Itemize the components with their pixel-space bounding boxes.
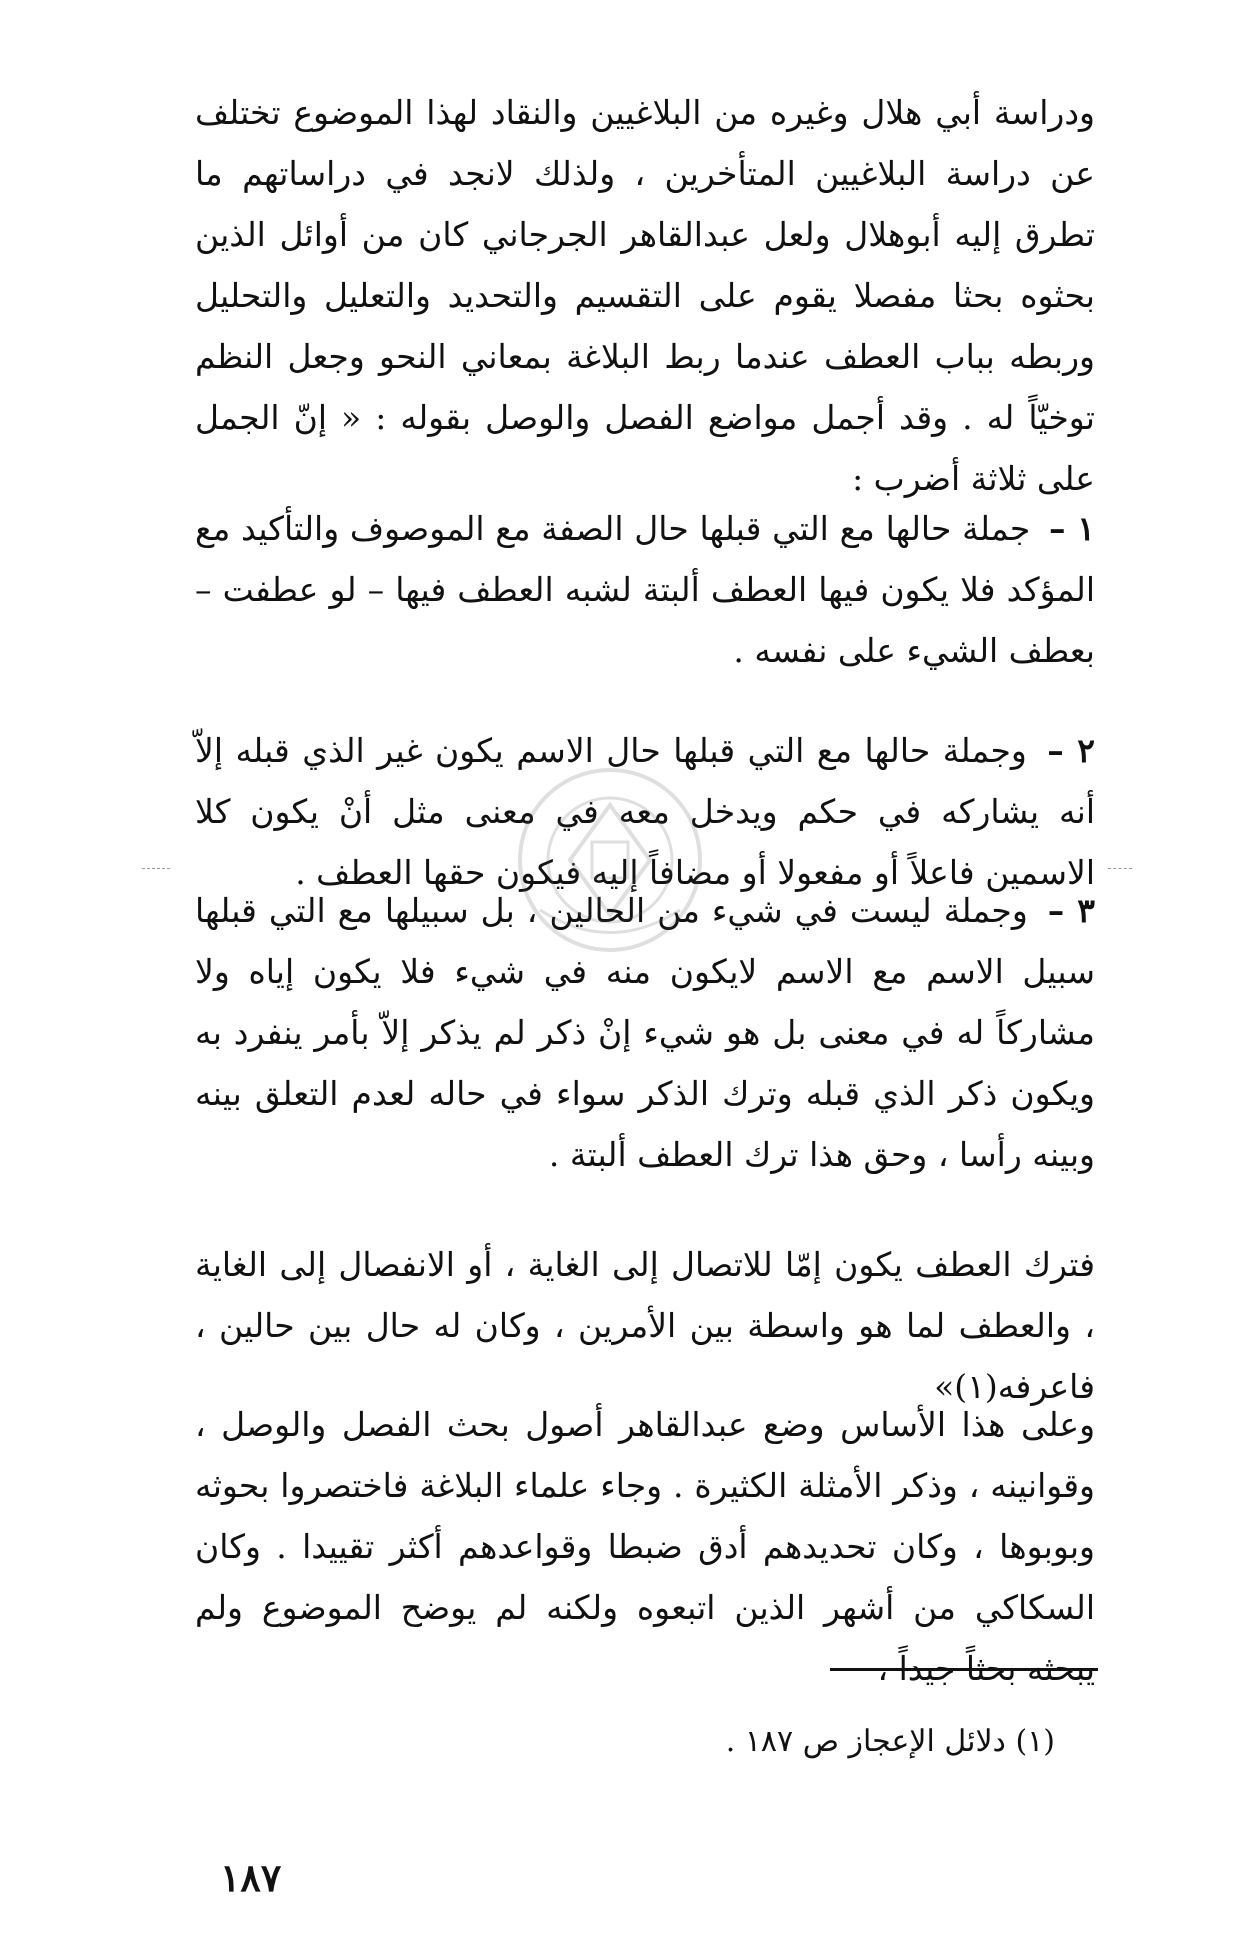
list-item-2-text: وجملة حالها مع التي قبلها حال الاسم يكون غير الذي قبله إلاّ أنه يشاركه في حكم ويدخل معه في معنى مثل أنْ يكون كلا الاسمين فاعلاً أو مفعولا أو مضافاً إليه فيكون حقها العطف . xyxy=(195,731,1095,892)
list-item-1 xyxy=(195,498,1095,681)
conclusion-text: فترك العطف يكون إمّا للاتصال إلى الغاية ، أو الانفصال إلى الغاية ، والعطف لما هو واسطة بين الأمرين ، وكان له حال بين حالين ، فاعرفه(١)» xyxy=(195,1245,1095,1406)
intro-text: ودراسة أبي هلال وغيره من البلاغيين والنقاد لهذا الموضوع تختلف عن دراسة البلاغيين المتأخرين ، ولذلك لانجد في دراساتهم ما تطرق إليه أبوهلال ولعل عبدالقاهر الجرجاني كان من أوائل الذين بحثوه بحثا مفصلا يقوم على التقسيم والتحديد والتعليل والتحليل وربطه بباب العطف عندما ربط البلاغة بمعاني النحو وجعل النظم توخيّاً له . وقد أجمل مواضع الفصل والوصل بقوله : « إنّ الجمل على ثلاثة أضرب : xyxy=(195,93,1095,498)
list-item-1-number: ١ – xyxy=(1049,509,1095,548)
intro-paragraph xyxy=(195,82,1095,509)
list-item-1-text: جملة حالها مع التي قبلها حال الصفة مع الموصوف والتأكيد مع المؤكد فلا يكون فيها العطف ألبتة لشبه العطف فيها – لو عطفت – بعطف الشيء على نفسه . xyxy=(195,509,1095,670)
footnote: (١) دلائل الإعجاز ص ١٨٧ . xyxy=(725,1724,1055,1759)
page-number: ١٨٧ xyxy=(220,1855,282,1900)
left-margin-mark xyxy=(142,868,170,869)
list-item-3-number: ٣ – xyxy=(1047,891,1095,930)
list-item-2-number: ٢ – xyxy=(1047,731,1095,770)
list-item-3-text: وجملة ليست في شيء من الحالين ، بل سبيلها مع التي قبلها سبيل الاسم مع الاسم لايكون منه في شيء فلا يكون إياه ولا مشاركاً له في معنى بل هو شيء إنْ ذكر لم يذكر إلاّ بأمر ينفرد به ويكون ذكر الذي قبله وترك الذكر سواء في حاله لعدم التعلق بينه وبينه رأسا ، وحق هذا ترك العطف ألبتة . xyxy=(195,891,1095,1174)
footnote-separator xyxy=(830,1668,1098,1671)
list-item-1-body xyxy=(195,498,1095,681)
right-margin-mark xyxy=(1108,868,1132,869)
conclusion-paragraph xyxy=(195,1234,1095,1417)
library-stamp-watermark-icon xyxy=(500,760,720,960)
final-text: وعلى هذا الأساس وضع عبدالقاهر أصول بحث الفصل والوصل ، وقوانينه ، وذكر الأمثلة الكثيرة . وجاء علماء البلاغة فاختصروا بحوثه وبوبوها ، وكان تحديدهم أدق ضبطا وقواعدهم أكثر تقييدا . وكان السكاكي من أشهر الذين اتبعوه ولكنه لم يوضح الموضوع ولم يبحثه بحثاً جيداً ، xyxy=(195,1405,1095,1688)
final-paragraph xyxy=(195,1394,1095,1699)
